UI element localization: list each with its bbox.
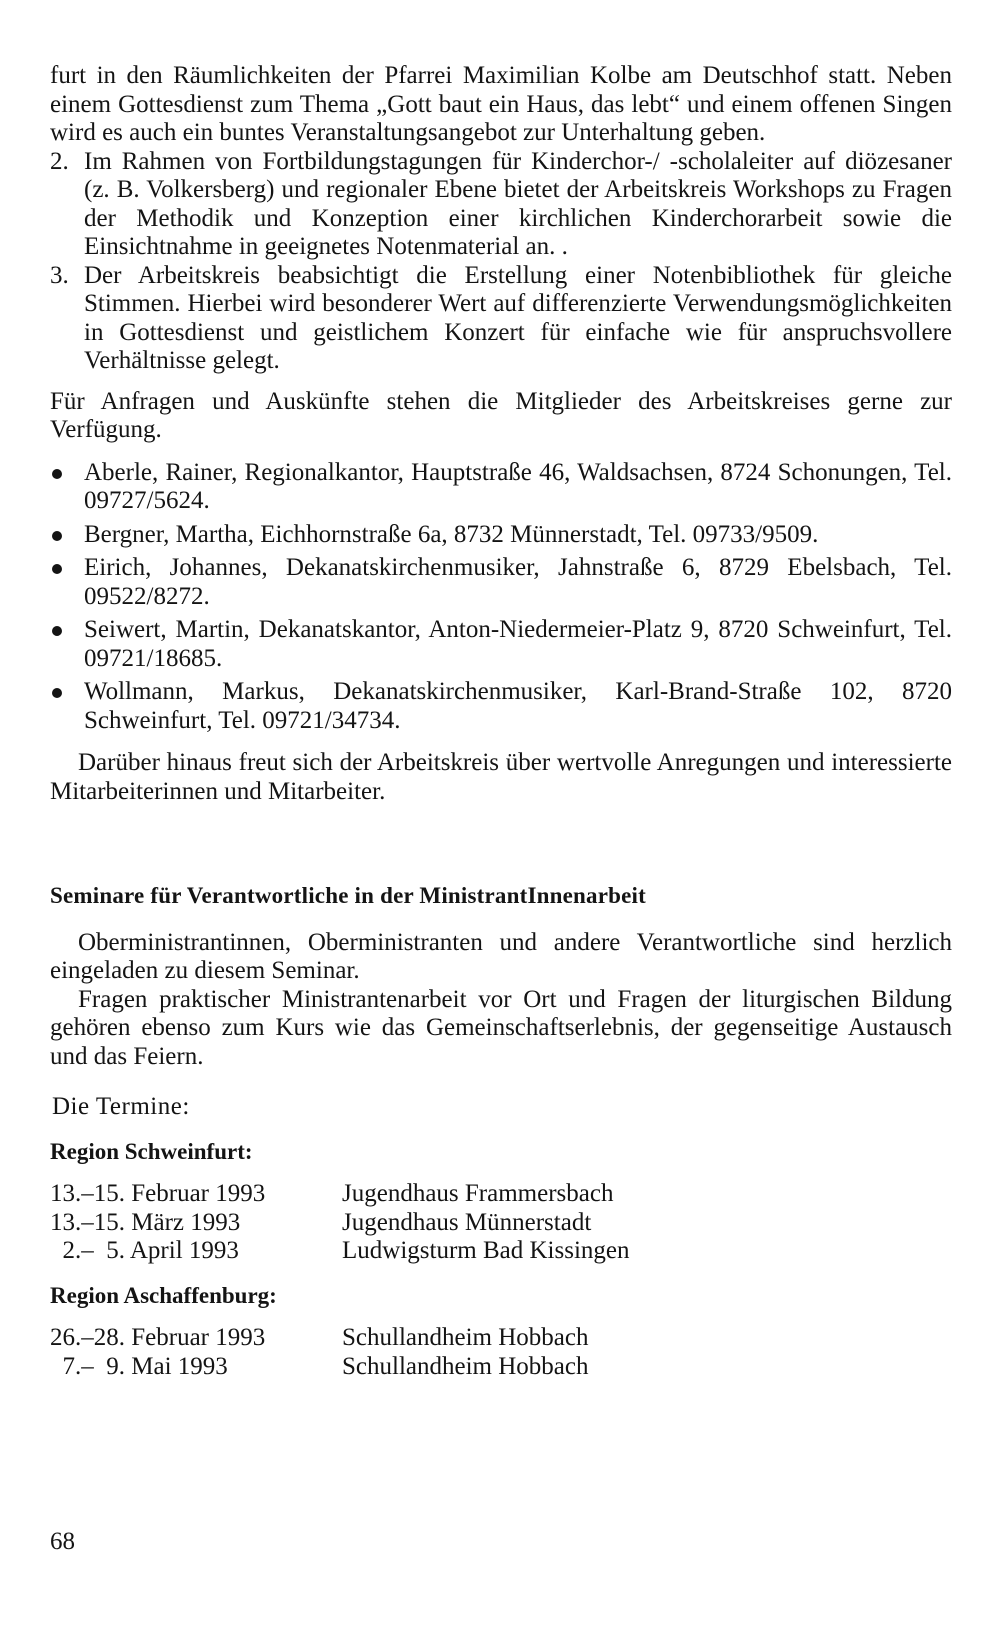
bullet-icon <box>52 469 62 479</box>
place-cell: Schullandheim Hobbach <box>342 1352 589 1380</box>
contact-text: Aberle, Rainer, Regionalkantor, Hauptstraße 46, Waldsachsen, 8724 Schonungen, Tel. 09727/5624. <box>84 458 952 514</box>
item-number: 3. <box>50 261 69 289</box>
contact-text: Seiwert, Martin, Dekanatskantor, Anton-Niedermeier-Platz 9, 8720 Schweinfurt, Tel. 09721/18685. <box>84 616 952 672</box>
table-row <box>50 1180 630 1209</box>
place-cell: Jugendhaus Münnerstadt <box>342 1208 592 1236</box>
region-heading: Region Schweinfurt: <box>50 1138 253 1164</box>
date-cell: 26.–28. Februar 1993 <box>50 1324 266 1351</box>
table-row <box>50 1237 630 1266</box>
closing-paragraph: Darüber hinaus freut sich der Arbeitskreis über wertvolle Anregungen und interessierte Mitarbeiterinnen und Mitarbeiter. <box>50 749 952 805</box>
dates-table <box>50 1324 588 1381</box>
item-number: 2. <box>50 147 69 175</box>
bullet-icon <box>52 626 62 636</box>
contact-item <box>50 459 952 516</box>
bullet-icon <box>52 688 62 698</box>
termine-label: Die Termine: <box>52 1093 190 1120</box>
place-cell: Ludwigsturm Bad Kissingen <box>342 1237 630 1264</box>
bullet-icon <box>52 531 62 541</box>
item-text: Der Arbeitskreis beabsichtigt die Erstellung einer Notenbibliothek für gleiche Stimmen. Hierbei wird besonderer Wert auf differenzierte Verwendungsmöglichkeiten in Gottesdienst und geistlichem Konzert für einfache wie für anspruchsvollere Verhältnisse gelegt. <box>84 261 952 374</box>
section-title: Seminare für Verantwortliche in der MinistrantInnenarbeit <box>50 883 646 908</box>
intro-paragraph: furt in den Räumlichkeiten der Pfarrei Maximilian Kolbe am Deutschhof statt. Neben einem Gottesdienst zum Thema „Gott baut ein Haus, das lebt“ und einem offenen Singen wird es auch ein buntes Veranstaltungsangebot zur Unterhaltung geben. <box>50 62 952 146</box>
contact-item <box>50 678 952 735</box>
table-row <box>50 1353 588 1382</box>
table-row <box>50 1324 588 1353</box>
contact-item <box>50 616 952 673</box>
date-cell: 2.– 5. April 1993 <box>50 1237 239 1264</box>
contact-item <box>50 554 952 611</box>
date-cell: 7.– 9. Mai 1993 <box>50 1352 228 1380</box>
numbered-item <box>50 262 952 376</box>
document-page <box>50 62 952 1381</box>
contact-text: Wollmann, Markus, Dekanatskirchenmusiker, Karl-Brand-Straße 102, 8720 Schweinfurt, Tel. 09721/34734. <box>84 678 952 734</box>
contact-list <box>50 459 952 736</box>
inquiry-paragraph: Für Anfragen und Auskünfte stehen die Mitglieder des Arbeitskreises gerne zur Verfügung. <box>50 387 952 443</box>
item-text: Im Rahmen von Fortbildungstagungen für Kinderchor-/ -scholaleiter auf diözesaner (z. B. Volkersberg) und regionaler Ebene bietet der Arbeitskreis Workshops zu Fragen der Methodik und Konzeption einer kirchlichen Kinderchorarbeit sowie die Einsichtnahme in geeignetes Notenmaterial an. . <box>84 147 952 260</box>
seminar-paragraph: Fragen praktischer Ministrantenarbeit vor Ort und Fragen der liturgischen Bildung gehören ebenso zum Kurs wie das Gemeinschaftserlebnis, der gegenseitige Austausch und das Feiern. <box>50 985 952 1070</box>
contact-text: Eirich, Johannes, Dekanatskirchenmusiker, Jahnstraße 6, 8729 Ebelsbach, Tel. 09522/8272. <box>84 554 952 610</box>
numbered-item <box>50 148 952 262</box>
dates-table <box>50 1180 630 1266</box>
bullet-icon <box>52 564 62 574</box>
table-row <box>50 1209 630 1238</box>
seminar-paragraph: Oberministrantinnen, Oberministranten und andere Verantwortliche sind herzlich eingeladen zu diesem Seminar. <box>50 928 952 984</box>
date-cell: 13.–15. Februar 1993 <box>50 1180 266 1207</box>
place-cell: Schullandheim Hobbach <box>342 1324 589 1351</box>
place-cell: Jugendhaus Frammersbach <box>342 1180 614 1207</box>
contact-item <box>50 521 952 550</box>
contact-text: Bergner, Martha, Eichhornstraße 6a, 8732 Münnerstadt, Tel. 09733/9509. <box>84 520 819 548</box>
region-heading: Region Aschaffenburg: <box>50 1282 277 1308</box>
date-cell: 13.–15. März 1993 <box>50 1208 241 1236</box>
page-number: 68 <box>50 1528 75 1555</box>
